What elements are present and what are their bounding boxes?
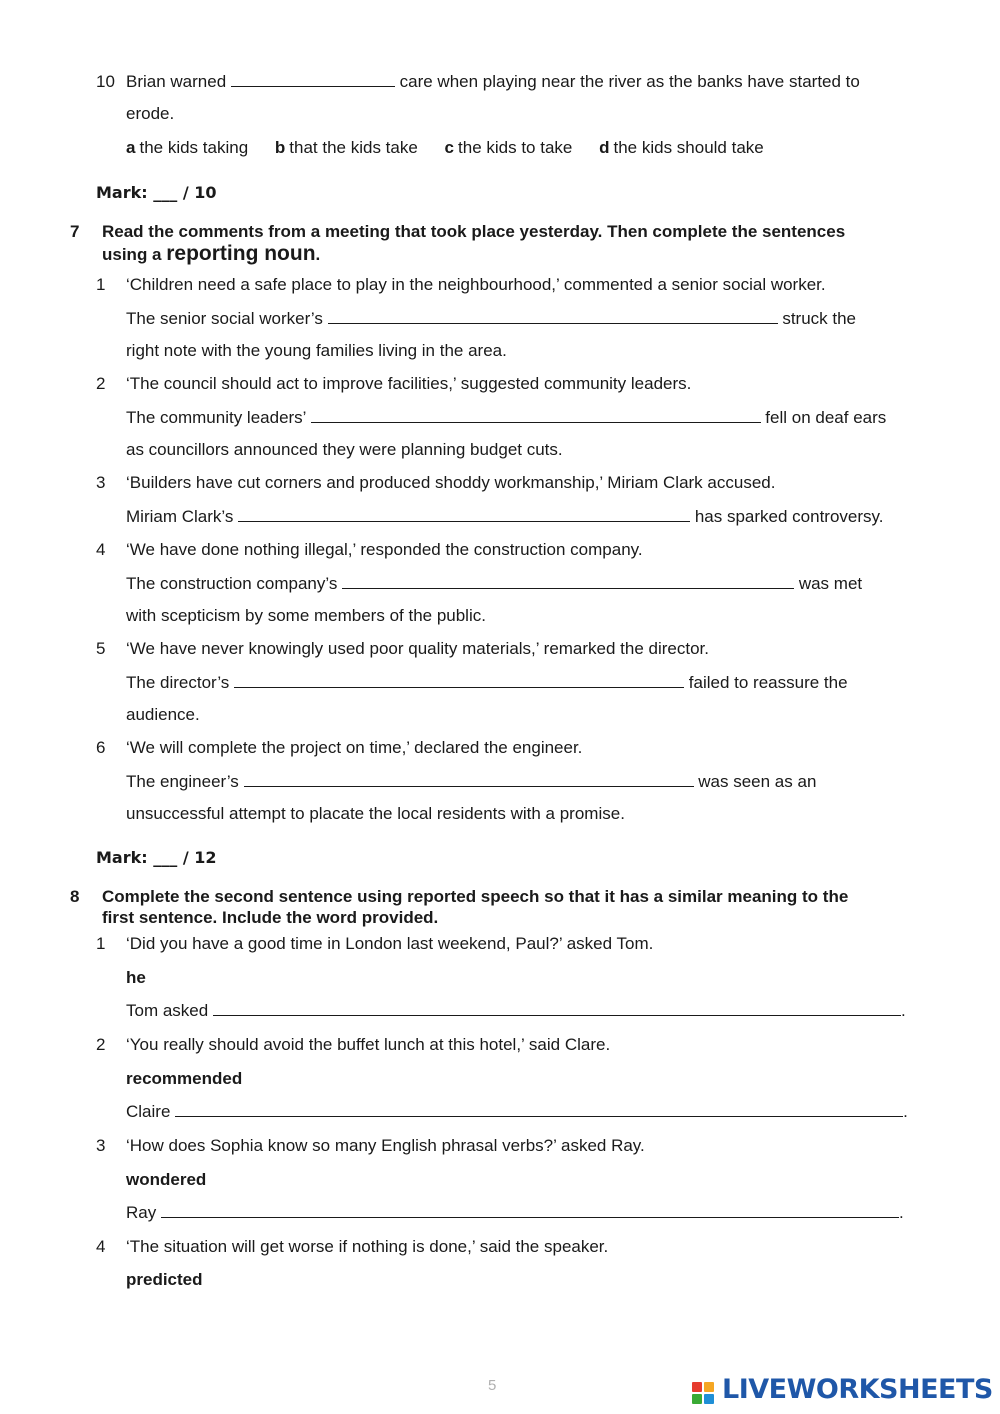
- option-c[interactable]: c the kids to take: [444, 138, 573, 157]
- q7-item2-number: 2: [96, 374, 106, 393]
- q6-item10-blank[interactable]: [231, 72, 395, 87]
- q6-item10-text-b: care when playing near the river as the banks have started to: [399, 72, 860, 91]
- q8-instruction-line1: Complete the second sentence using reported speech so that it has a similar meaning to the: [102, 887, 849, 906]
- q7-item4-continuation: with scepticism by some members of the public.: [126, 606, 486, 625]
- q7-item1-continuation: right note with the young families living in the area.: [126, 341, 507, 360]
- q8-item4-keyword: predicted: [126, 1270, 203, 1289]
- q6-item10-options: [126, 138, 786, 158]
- q7-item1-blank[interactable]: [328, 309, 778, 324]
- q7-item2-answer-line: The community leaders’ fell on deaf ears: [126, 408, 887, 427]
- q7-number: 7: [70, 222, 80, 241]
- q8-item3-answer-line: Ray .: [126, 1203, 904, 1222]
- q8-item2-answer-line: Claire .: [126, 1102, 908, 1121]
- q7-item2-blank[interactable]: [311, 408, 761, 423]
- q7-item5-number: 5: [96, 639, 106, 658]
- q7-item3-quote: ‘Builders have cut corners and produced shoddy workmanship,’ Miriam Clark accused.: [126, 473, 776, 492]
- q6-item10-line2: erode.: [126, 104, 175, 123]
- q6-item10-text-a: Brian warned: [126, 72, 227, 91]
- q7-item1-number: 1: [96, 275, 106, 294]
- page-number: 5: [488, 1377, 497, 1394]
- q7-item4-quote: ‘We have done nothing illegal,’ responded the construction company.: [126, 540, 643, 559]
- q7-item5-continuation: audience.: [126, 705, 200, 724]
- q7-item6-continuation: unsuccessful attempt to placate the local residents with a promise.: [126, 804, 625, 823]
- liveworksheets-logo[interactable]: [692, 1374, 993, 1406]
- q8-number: 8: [70, 887, 80, 906]
- q8-item1-answer-line: Tom asked .: [126, 1001, 906, 1020]
- mark-blank-1[interactable]: ___: [153, 183, 178, 202]
- q8-item3-quote: ‘How does Sophia know so many English phrasal verbs?’ asked Ray.: [126, 1136, 645, 1155]
- q7-instruction-line2: using a reporting noun.: [102, 242, 321, 265]
- q7-item4-blank[interactable]: [342, 574, 794, 589]
- q7-item3-number: 3: [96, 473, 106, 492]
- q8-item2-keyword: recommended: [126, 1069, 243, 1088]
- q7-item3-blank[interactable]: [238, 507, 690, 522]
- q7-item5-blank[interactable]: [234, 673, 684, 688]
- option-d[interactable]: d the kids should take: [599, 138, 764, 157]
- q8-item3-keyword: wondered: [126, 1170, 207, 1189]
- mark-score-1: Mark: ___ / 10: [96, 183, 217, 202]
- q8-item2-number: 2: [96, 1035, 106, 1054]
- logo-text: LIVEWORKSHEETS: [722, 1374, 993, 1405]
- q7-item4-number: 4: [96, 540, 106, 559]
- logo-tiles-icon: [692, 1382, 716, 1406]
- q7-item1-quote: ‘Children need a safe place to play in the neighbourhood,’ commented a senior social worker.: [126, 275, 826, 294]
- q8-item1-blank[interactable]: [213, 1001, 901, 1016]
- q8-item1-quote: ‘Did you have a good time in London last weekend, Paul?’ asked Tom.: [126, 934, 654, 953]
- q7-item3-answer-line: Miriam Clark’s has sparked controversy.: [126, 507, 884, 526]
- q7-item2-quote: ‘The council should act to improve facilities,’ suggested community leaders.: [126, 374, 692, 393]
- q7-item6-answer-line: The engineer’s was seen as an: [126, 772, 817, 791]
- mark-blank-2[interactable]: ___: [153, 848, 178, 867]
- q6-item10-line1: [126, 72, 860, 92]
- q7-item2-continuation: as councillors announced they were planning budget cuts.: [126, 440, 563, 459]
- q8-item4-quote: ‘The situation will get worse if nothing is done,’ said the speaker.: [126, 1237, 609, 1256]
- q7-item4-answer-line: The construction company’s was met: [126, 574, 863, 593]
- q7-item6-blank[interactable]: [244, 772, 694, 787]
- q6-item10-number: 10: [96, 72, 115, 91]
- q8-item4-number: 4: [96, 1237, 106, 1256]
- q8-item3-number: 3: [96, 1136, 106, 1155]
- q7-reporting-noun: reporting noun: [166, 242, 316, 265]
- q8-instruction-line2: first sentence. Include the word provided.: [102, 908, 439, 927]
- q8-item2-quote: ‘You really should avoid the buffet lunch at this hotel,’ said Clare.: [126, 1035, 611, 1054]
- q7-instruction-line1: Read the comments from a meeting that took place yesterday. Then complete the sentences: [102, 222, 846, 241]
- mark-score-2: Mark: ___ / 12: [96, 848, 217, 867]
- q7-item1-answer-line: The senior social worker’s struck the: [126, 309, 857, 328]
- q8-item3-blank[interactable]: [161, 1203, 899, 1218]
- q8-item2-blank[interactable]: [175, 1102, 903, 1117]
- option-a[interactable]: a the kids taking: [126, 138, 249, 157]
- option-b[interactable]: b that the kids take: [274, 138, 418, 157]
- q7-item5-quote: ‘We have never knowingly used poor quality materials,’ remarked the director.: [126, 639, 710, 658]
- q7-item6-quote: ‘We will complete the project on time,’ declared the engineer.: [126, 738, 583, 757]
- q7-item5-answer-line: The director’s failed to reassure the: [126, 673, 848, 692]
- q8-item1-keyword: he: [126, 968, 146, 987]
- q7-item6-number: 6: [96, 738, 106, 757]
- q8-item1-number: 1: [96, 934, 106, 953]
